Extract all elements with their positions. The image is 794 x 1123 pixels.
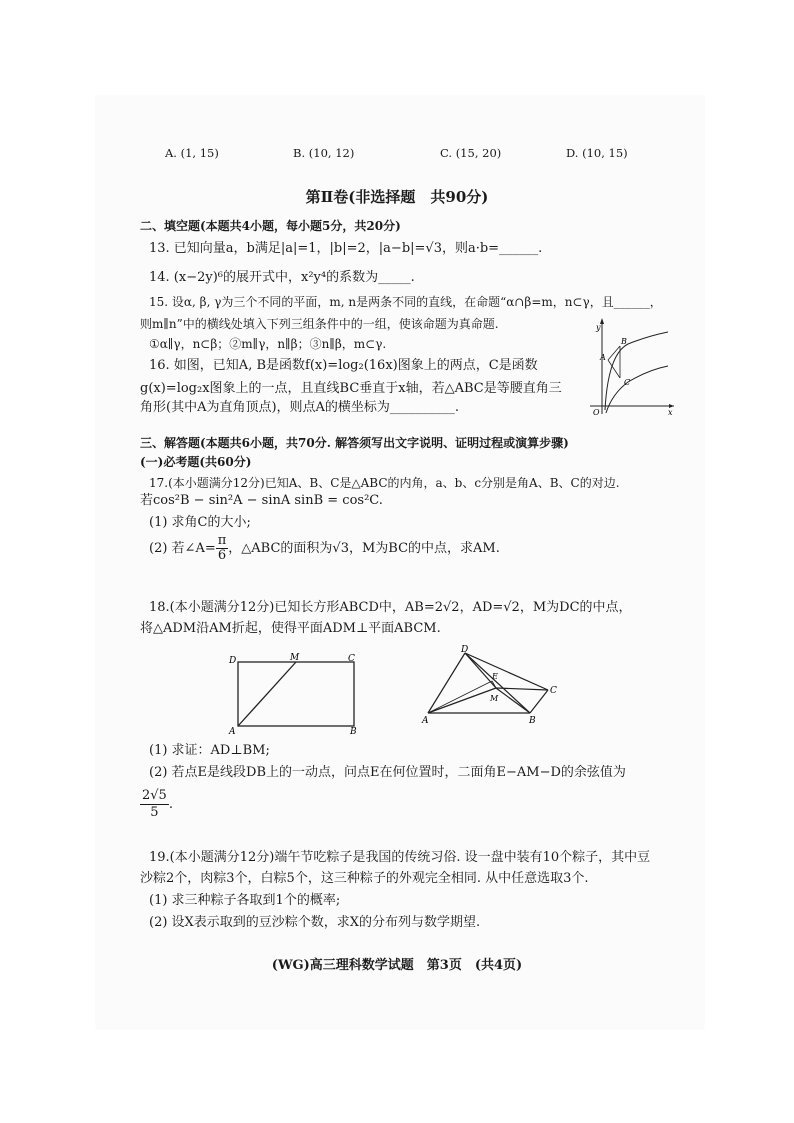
label-a: A — [229, 727, 236, 736]
question-19-line2: 沙粽2个，肉粽3个，白粽5个，这三种粽子的外观完全相同. 从中任意选取3个. — [140, 871, 589, 886]
question-18-part1: (1) 求证：AD⊥BM; — [149, 743, 270, 758]
option-b: B. (10, 12) — [293, 146, 355, 160]
question-15-line3: ①α∥γ，n⊂β；②m∥γ，n∥β；③n∥β，m⊂γ. — [149, 337, 387, 351]
label-o: O — [593, 408, 600, 416]
label-e: E — [492, 672, 498, 681]
question-14: 14. (x−2y)⁶的展开式中，x²y⁴的系数为_____. — [149, 270, 415, 285]
question-18-line2: 将△ADM沿AM折起，使得平面ADM⊥平面ABCM. — [140, 621, 441, 636]
option-c: C. (15, 20) — [440, 146, 502, 160]
label-m: M — [490, 694, 499, 703]
edge-bc — [530, 690, 548, 713]
question-17-line1: 17.(本小题满分12分)已知A、B、C是△ABC的内角，a、b、c分别是角A、B、C的对边. — [149, 476, 620, 490]
question-19-part1: (1) 求三种粽子各取到1个的概率; — [149, 893, 341, 908]
label-b: B — [621, 337, 627, 346]
question-16-line3: 角形(其中A为直角顶点)，则点A的横坐标为__________. — [140, 400, 460, 415]
segment-am — [238, 662, 296, 726]
label-c: C — [550, 686, 557, 696]
edge-dc — [465, 653, 548, 690]
q18-fraction-num: 2√5 — [142, 788, 167, 803]
label-c: C — [348, 654, 355, 664]
folded-figure — [420, 643, 570, 727]
edge-dm — [465, 653, 496, 688]
section-required: (一)必考题(共60分) — [140, 455, 252, 469]
option-d: D. (10, 15) — [566, 146, 628, 160]
edge-db — [465, 653, 530, 713]
section-fill-in: 二、填空题(本题共4小题，每小题5分，共20分) — [140, 219, 401, 233]
question-19-part2: (2) 设X表示取到的豆沙粽个数，求X的分布列与数学期望. — [149, 915, 481, 930]
edge-mb — [496, 688, 530, 713]
q17-part2-prefix: (2) 若∠A= — [149, 541, 216, 556]
rectangle-abcd-figure — [226, 652, 366, 736]
question-17-part2 — [149, 534, 500, 563]
q16-graph-figure — [588, 314, 678, 416]
label-a: A — [422, 716, 429, 726]
section-solutions: 三、解答题(本题共6小题，共70分. 解答须写出文字说明、证明过程或演算步骤) — [140, 436, 569, 450]
question-13: 13. 已知向量a，b满足|a|=1，|b|=2，|a−b|=√3，则a·b=______. — [149, 241, 543, 256]
q17-fraction-num: π — [217, 533, 227, 548]
label-y: y — [596, 323, 601, 332]
question-15-line1: 15. 设α, β, γ为三个不同的平面，m, n是两条不同的直线，在命题“α∩β=m，n⊂γ，且______， — [149, 295, 662, 309]
curve-f — [605, 332, 668, 410]
part-title: 第Ⅱ卷(非选择题 共90分) — [305, 188, 489, 206]
q18-fraction — [140, 788, 169, 821]
question-17-line2: 若cos²B − sin²A − sinA sinB = cos²C. — [140, 493, 383, 508]
rectangle — [238, 662, 354, 726]
question-18-cosine — [140, 788, 173, 821]
question-15-line2: 则m∥n”中的横线处填入下列三组条件中的一组，使该命题为真命题. — [140, 317, 499, 331]
q17-fraction — [216, 534, 229, 563]
question-19-line1: 19.(本小题满分12分)端午节吃粽子是我国的传统习俗. 设一盘中装有10个粽子，其中豆 — [149, 850, 651, 865]
y-axis-arrow — [600, 318, 604, 324]
label-b: B — [529, 716, 536, 726]
label-d: D — [229, 656, 237, 666]
question-16-line2: g(x)=log₂x图象上的一点，且直线BC垂直于x轴，若△ABC是等腰直角三 — [140, 381, 562, 396]
option-a: A. (1, 15) — [165, 146, 219, 160]
label-m: M — [290, 653, 300, 663]
label-c: C — [624, 378, 631, 387]
page-footer: (WG)高三理科数学试题 第3页 (共4页) — [271, 958, 523, 973]
question-16-line1: 16. 如图，已知A, B是函数f(x)=log₂(16x)图象上的两点，C是函数 — [149, 358, 538, 373]
question-18-line1: 18.(本小题满分12分)已知长方形ABCD中，AB=2√2，AD=√2，M为DC的中点， — [149, 600, 632, 615]
q17-fraction-den: 6 — [217, 548, 227, 563]
label-d: D — [461, 645, 469, 655]
q18-fraction-den: 5 — [150, 805, 159, 820]
label-a: A — [600, 353, 606, 362]
label-x: x — [668, 408, 673, 416]
question-17-part1: (1) 求角C的大小; — [149, 515, 251, 530]
label-b: B — [350, 727, 357, 736]
q18-end-mark: . — [168, 797, 173, 812]
edge-am — [428, 688, 496, 713]
question-18-part2: (2) 若点E是线段DB上的一动点，问点E在何位置时，二面角E−AM−D的余弦值为 — [149, 765, 626, 780]
q17-part2-suffix: ，△ABC的面积为√3，M为BC的中点，求AM. — [228, 541, 500, 556]
